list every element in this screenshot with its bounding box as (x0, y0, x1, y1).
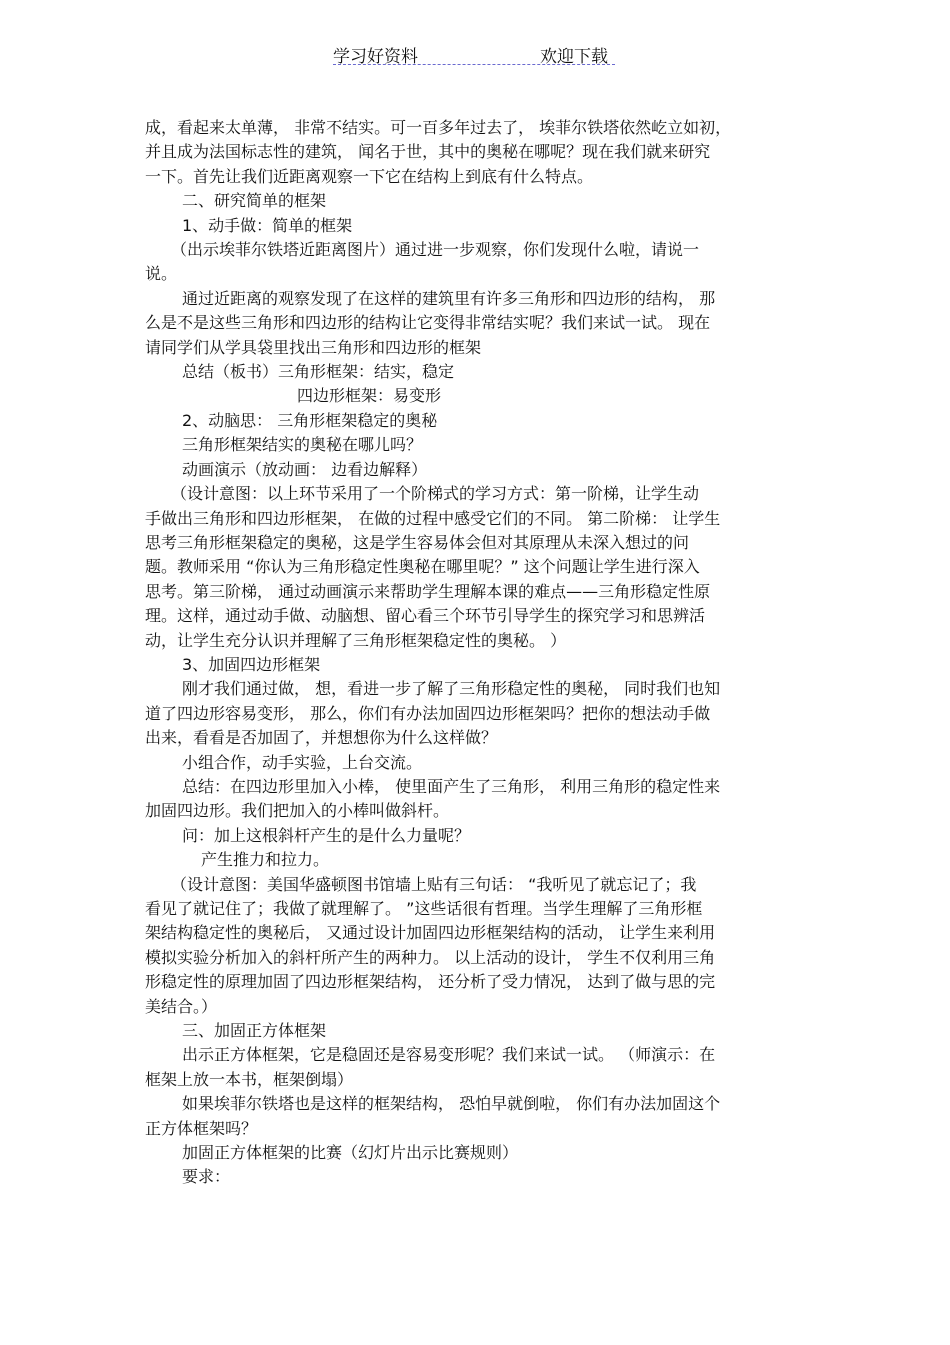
text-line: 三角形框架结实的奥秘在哪儿吗？ (182, 435, 423, 455)
header-left-text: 学习好资料 (333, 47, 418, 67)
subsection-heading: 3、加固四边形框架 (182, 654, 321, 674)
text-line: 思考。第三阶梯， 通过动画演示来帮助学生理解本课的难点——三角形稳定性原 (145, 581, 711, 601)
text-line: 动画演示（放动画： 边看边解释） (182, 459, 428, 479)
text-line: 要求： (182, 1167, 231, 1187)
text-line: 动，让学生充分认识并理解了三角形框架稳定性的奥秘。 ） (145, 630, 567, 650)
text-line: 正方体框架吗？ (145, 1118, 258, 1138)
page-header (333, 40, 615, 65)
text-line: 并且成为法国标志性的建筑， 闻名于世，其中的奥秘在哪呢？现在我们就来研究 (145, 142, 711, 162)
text-line: 总结（板书）三角形框架：结实，稳定 (182, 362, 455, 382)
text-line: （设计意图：美国华盛顿图书馆墙上贴有三句话： “我听见了就忘记了；我 (171, 874, 697, 894)
text-line: 框架上放一本书，框架倒塌） (145, 1069, 354, 1089)
text-line: 请同学们从学具袋里找出三角形和四边形的框架 (145, 337, 482, 357)
section-heading: 三、加固正方体框架 (182, 1021, 327, 1041)
text-line: 加固正方体框架的比赛（幻灯片出示比赛规则） (182, 1143, 519, 1163)
text-line: 架结构稳定性的奥秘后， 又通过设计加固四边形框架结构的活动， 让学生来利用 (145, 923, 716, 943)
text-line: 如果埃菲尔铁塔也是这样的框架结构， 恐怕早就倒啦， 你们有办法加固这个 (182, 1094, 721, 1114)
text-line: 模拟实验分析加入的斜杆所产生的两种力。 以上活动的设计， 学生不仅利用三角 (145, 947, 716, 967)
text-line: 道了四边形容易变形， 那么，你们有办法加固四边形框架吗？把你的想法动手做 (145, 703, 711, 723)
text-line: 总结：在四边形里加入小棒， 使里面产生了三角形， 利用三角形的稳定性来 (182, 776, 721, 796)
text-line: 通过近距离的观察发现了在这样的建筑里有许多三角形和四边形的结构， 那 (182, 288, 716, 308)
text-line: 思考三角形框架稳定的奥秘，这是学生容易体会但对其原理从未深入想过的问 (145, 532, 690, 552)
header-right-text: 欢迎下载 (540, 47, 608, 67)
text-line: 形稳定性的原理加固了四边形框架结构， 还分析了受力情况， 达到了做与思的完 (145, 972, 716, 992)
text-line: 看见了就记住了；我做了就理解了。 ”这些话很有哲理。当学生理解了三角形框 (145, 899, 703, 918)
text-line: 小组合作，动手实验，上台交流。 (182, 752, 423, 772)
text-line: 四边形框架：易变形 (297, 386, 442, 406)
text-line: （设计意图：以上环节采用了一个阶梯式的学习方式：第一阶梯，让学生动 (171, 484, 700, 504)
text-line: 说。 (145, 264, 178, 284)
text-line: 题。教师采用 “你认为三角形稳定性奥秘在哪里呢？” 这个问题让学生进行深入 (145, 557, 700, 577)
text-line: （出示埃菲尔铁塔近距离图片）通过进一步观察，你们发现什么啦，请说一 (171, 240, 700, 260)
text-line: 问：加上这根斜杆产生的是什么力量呢？ (182, 825, 471, 845)
text-line: 一下。首先让我们近距离观察一下它在结构上到底有什么特点。 (145, 166, 594, 186)
text-line: 么是不是这些三角形和四边形的结构让它变得非常结实呢？我们来试一试。 现在 (145, 313, 711, 333)
text-line: 成，看起来太单薄， 非常不结实。可一百多年过去了， 埃菲尔铁塔依然屹立如初， (145, 118, 732, 137)
text-line: 手做出三角形和四边形框架， 在做的过程中感受它们的不同。 第二阶梯： 让学生 (145, 508, 721, 528)
text-line: 美结合。） (145, 996, 218, 1016)
text-line: 理。这样，通过动手做、动脑想、留心看三个环节引导学生的探究学习和思辨活 (145, 606, 706, 626)
subsection-heading: 2、动脑思： 三角形框架稳定的奥秘 (182, 410, 438, 430)
text-line: 出示正方体框架，它是稳固还是容易变形呢？我们来试一试。 （师演示：在 (182, 1045, 716, 1065)
text-line: 刚才我们通过做， 想，看进一步了解了三角形稳定性的奥秘， 同时我们也知 (182, 679, 721, 699)
document-body (145, 116, 815, 1190)
text-line: 出来，看看是否加固了，并想想你为什么这样做？ (145, 728, 498, 748)
section-heading: 二、研究简单的框架 (182, 191, 327, 211)
text-line: 加固四边形。我们把加入的小棒叫做斜杆。 (145, 801, 450, 821)
text-line: 产生推力和拉力。 (201, 850, 330, 870)
subsection-heading: 1、动手做：简单的框架 (182, 215, 353, 235)
